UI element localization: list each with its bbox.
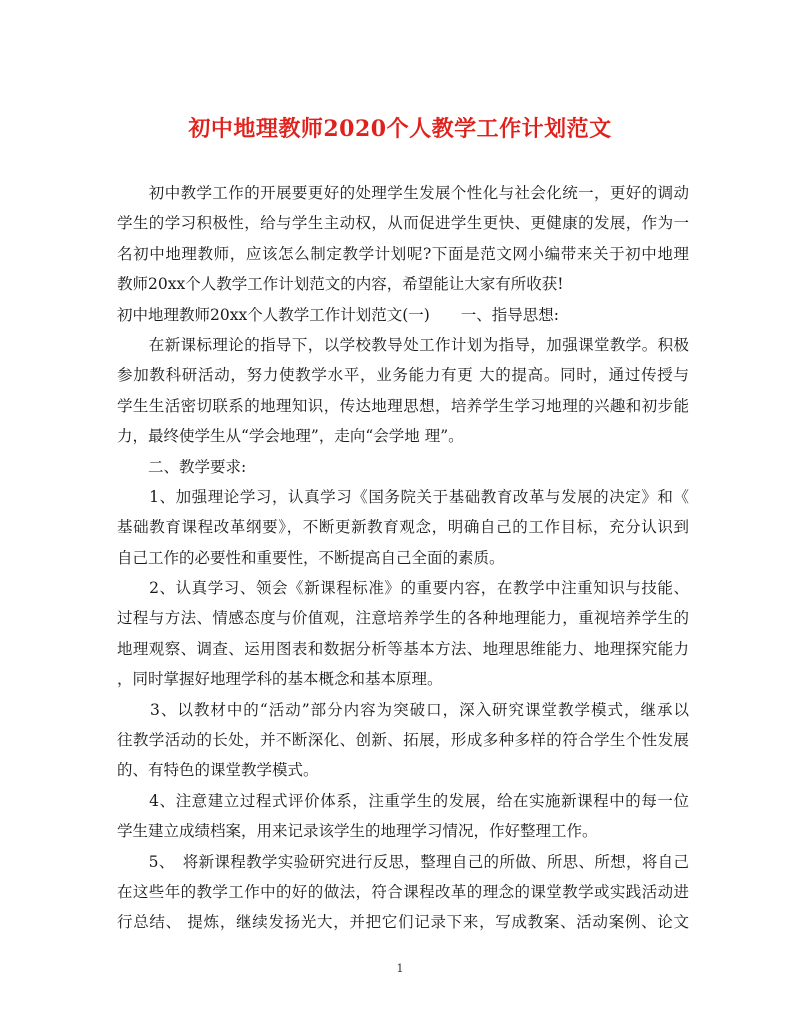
page-number: 1 [396, 962, 404, 975]
text-line: 的、有特色的课堂教学模式。 [117, 761, 319, 780]
document-title: 初中地理教师2020个人教学工作计划范文 [188, 116, 612, 142]
text-line: 2、认真学习、领会《新课程标准》的重要内容，在教学中注重知识与技能、 [117, 579, 689, 598]
text-line: 参加教科研活动，努力使教学水平，业务能力有更 大的提高。同时，通过传授与 [117, 366, 689, 385]
text-line: 1、加强理论学习，认真学习《国务院关于基础教育改革与发展的决定》和《 [117, 487, 689, 506]
text-line: 往教学活动的长处，并不断深化、创新、拓展，形成多种多样的符合学生个性发展 [117, 731, 689, 750]
text-line: 自己工作的必要性和重要性，不断提高自己全面的素质。 [117, 548, 505, 567]
text-line: 初中教学工作的开展要更好的处理学生发展个性化与社会化统一，更好的调动 [117, 184, 689, 202]
text-line: 初中地理教师20xx个人教学工作计划范文(一) 一、指导思想: [117, 305, 560, 324]
text-line: 二、教学要求: [117, 457, 247, 476]
text-line: 3、以教材中的“活动”部分内容为突破口，深入研究课堂教学模式，继承以 [117, 700, 689, 719]
document-body [117, 178, 689, 938]
text-line: 过程与方法、情感态度与价值观，注意培养学生的各种地理能力，重视培养学生的 [117, 609, 689, 628]
text-line: 学生生活密切联系的地理知识，传达地理思想，培养学生学习地理的兴趣和初步能 [117, 396, 689, 415]
text-line: 行总结、 提炼，继续发扬光大，并把它们记录下来，写成教案、活动案例、论文 [117, 913, 689, 932]
text-line: 5、 将新课程教学实验研究进行反思，整理自己的所做、所思、所想，将自己 [117, 852, 689, 871]
text-line: 学生的学习积极性，给与学生主动权，从而促进学生更快、更健康的发展，作为一 [117, 214, 689, 233]
text-line: ，同时掌握好地理学科的基本概念和基本原理。 [117, 670, 443, 689]
text-line: 4、注意建立过程式评价体系，注重学生的发展，给在实施新课程中的每一位 [117, 791, 689, 810]
text-line: 在这些年的教学工作中的好的做法，符合课程改革的理念的课堂教学或实践活动进 [117, 882, 689, 901]
text-line: 名初中地理教师，应该怎么制定教学计划呢?下面是范文网小编带来关于初中地理 [117, 244, 689, 263]
text-line: 在新课标理论的指导下，以学校教导处工作计划为指导，加强课堂教学。积极 [117, 335, 689, 354]
text-line: 基础教育课程改革纲要》，不断更新教育观念，明确自己的工作目标，充分认识到 [117, 518, 689, 537]
text-line: 学生建立成绩档案，用来记录该学生的地理学习情况，作好整理工作。 [117, 822, 598, 841]
text-line: 力，最终使学生从“学会地理”，走向“会学地 理”。 [117, 427, 464, 446]
text-line: 地理观察、调查、运用图表和数据分析等基本方法、地理思维能力、地理探究能力 [117, 639, 689, 658]
text-line: 教师20xx个人教学工作计划范文的内容，希望能让大家有所收获! [117, 275, 564, 294]
